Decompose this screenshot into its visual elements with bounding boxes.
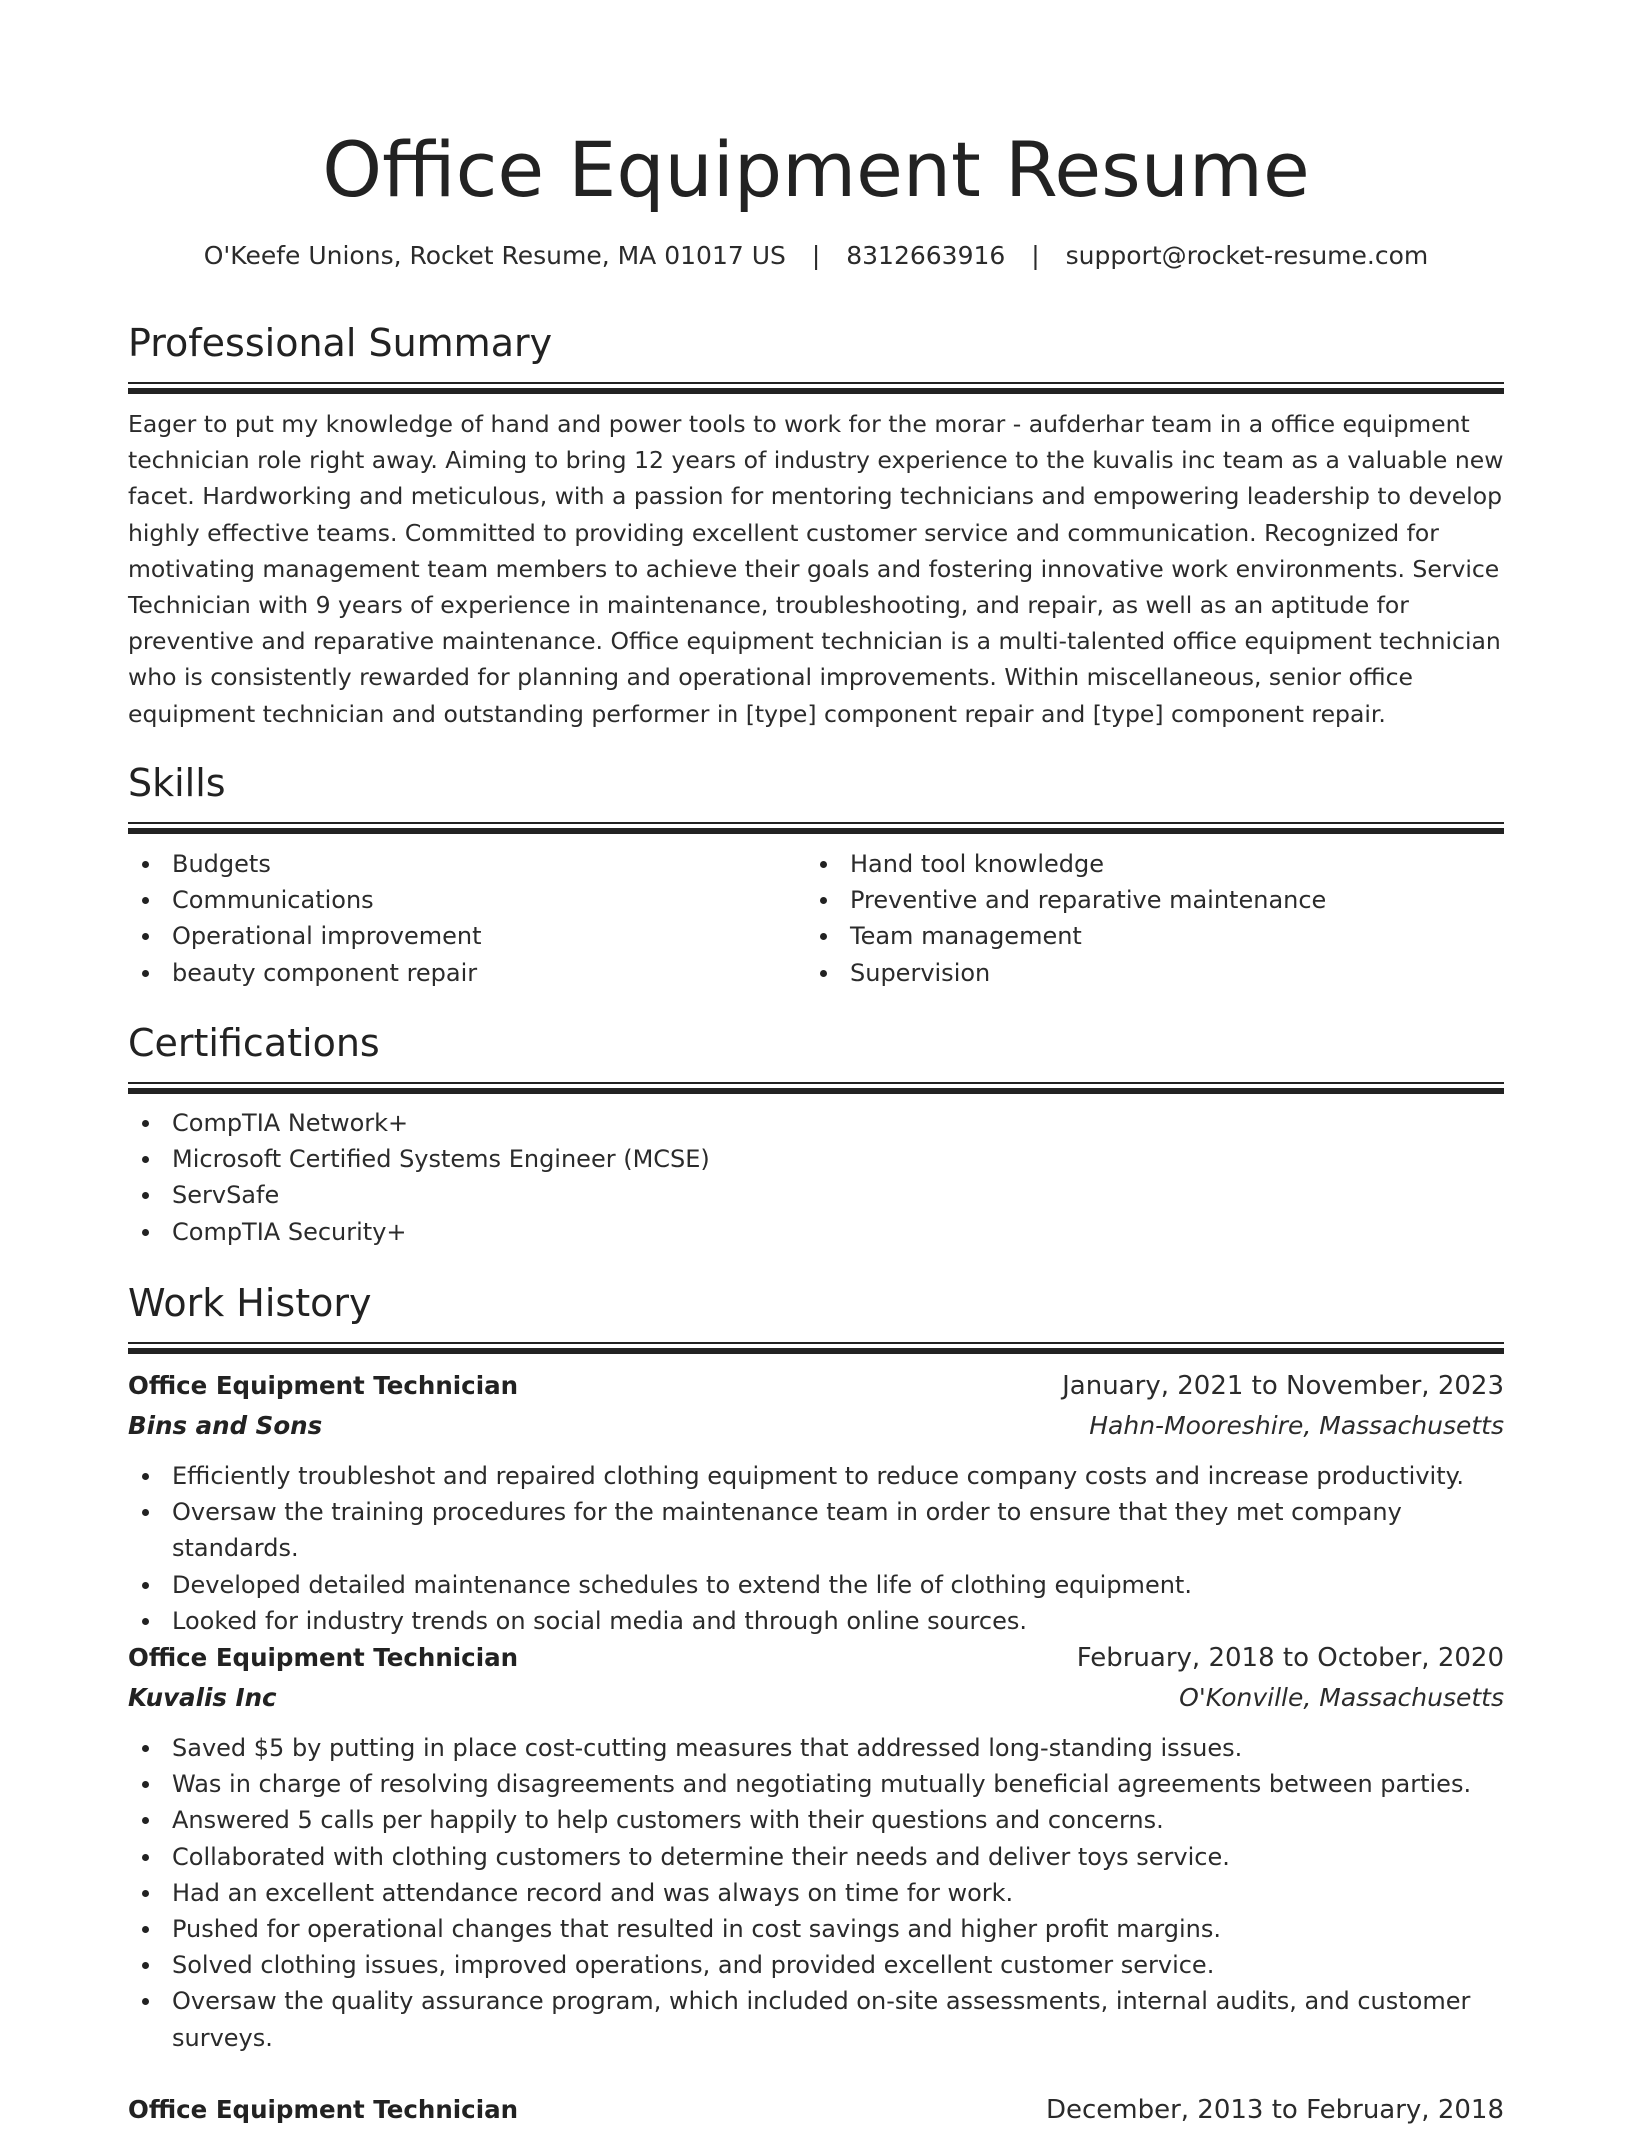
section-divider [128,1342,1504,1344]
skills-section-header [128,758,1504,824]
skill-item: Supervision [806,955,1484,991]
skill-item: Hand tool knowledge [806,846,1484,882]
job-header-row [128,1638,1504,1678]
contact-separator: | [811,241,821,270]
job-title: Office Equipment Technician [128,2095,519,2124]
contact-email: support@rocket-resume.com [1065,241,1429,270]
resume-title: Office Equipment Resume [322,125,1310,214]
summary-section-header [128,318,1504,384]
certification-item: CompTIA Security+ [128,1214,1504,1250]
skills-list [128,846,1504,991]
skill-item: beauty component repair [128,955,806,991]
job-bullet: Answered 5 calls per happily to help customers with their questions and concerns. [128,1802,1504,1838]
contact-phone: 8312663916 [846,241,1006,270]
job-entry [128,1366,1504,1639]
section-divider [128,822,1504,824]
certification-item: CompTIA Network+ [128,1105,1504,1141]
job-header-row [128,1366,1504,1406]
job-bullet: Solved clothing issues, improved operations, and provided excellent customer service. [128,1947,1504,1983]
contact-line [128,238,1504,274]
job-entry [128,1638,1504,2056]
job-bullet: Oversaw the training procedures for the maintenance team in order to ensure that they met company standards. [128,1494,1504,1566]
job-title: Office Equipment Technician [128,1371,519,1400]
section-divider [128,382,1504,384]
job-company: Bins and Sons [128,1411,323,1440]
job-bullet: Developed detailed maintenance schedules to extend the life of clothing equipment. [128,1567,1504,1603]
contact-separator: | [1031,241,1040,270]
job-bullets [128,1730,1504,2056]
section-title: Work History [128,1281,372,1325]
job-bullet: Pushed for operational changes that resulted in cost savings and higher profit margins. [128,1911,1504,1947]
job-bullet: Looked for industry trends on social media and through online sources. [128,1603,1504,1639]
skill-item: Operational improvement [128,918,806,954]
certifications-section-header [128,1018,1504,1084]
section-divider [128,1082,1504,1084]
job-company: Kuvalis Inc [128,1683,277,1712]
job-location: O'Konville, Massachusetts [1179,1683,1504,1712]
section-title: Professional Summary [128,321,553,365]
job-bullet: Oversaw the quality assurance program, which included on-site assessments, internal audits, and customer surveys. [128,1983,1504,2055]
section-title: Skills [128,761,226,805]
certifications-list [128,1105,1504,1250]
job-title: Office Equipment Technician [128,1643,519,1672]
job-bullet: Efficiently troubleshot and repaired clothing equipment to reduce company costs and increase productivity. [128,1458,1504,1494]
job-company-row [128,1678,1504,1718]
job-company-row [128,1406,1504,1446]
job-bullet: Saved $5 by putting in place cost-cutting measures that addressed long-standing issues. [128,1730,1504,1766]
work-history-section-header [128,1278,1504,1344]
skills-column-left [128,846,806,991]
job-bullet: Was in charge of resolving disagreements and negotiating mutually beneficial agreements between parties. [128,1766,1504,1802]
job-dates: December, 2013 to February, 2018 [1045,2095,1504,2125]
job-bullet: Collaborated with clothing customers to determine their needs and deliver toys service. [128,1839,1504,1875]
contact-address: O'Keefe Unions, Rocket Resume, MA 01017 US [203,241,786,270]
skills-column-right [806,846,1484,991]
section-title: Certifications [128,1021,380,1065]
job-header-row [128,2090,1504,2130]
job-dates: January, 2021 to November, 2023 [1062,1371,1504,1401]
skill-item: Budgets [128,846,806,882]
skill-item: Preventive and reparative maintenance [806,882,1484,918]
skill-item: Communications [128,882,806,918]
job-bullet: Had an excellent attendance record and was always on time for work. [128,1875,1504,1911]
job-entry [128,2090,1504,2130]
summary-text: Eager to put my knowledge of hand and power tools to work for the morar - aufderhar team in a office equipment technician role right away. Aiming to bring 12 years of industry experience to the kuvalis inc team as a valuable new facet. Hardworking and meticulous, with a passion for mentoring technicians and empowering leadership to develop highly effective teams. Committed to providing excellent customer service and communication. Recognized for motivating management team members to achieve their goals and fostering innovative work environments. Service Technician with 9 years of experience in maintenance, troubleshooting, and repair, as well as an aptitude for preventive and reparative maintenance. Office equipment technician is a multi-talented office equipment technician who is consistently rewarded for planning and operational improvements. Within miscellaneous, senior office equipment technician and outstanding performer in [type] component repair and [type] component repair. [128,410,1504,728]
certification-item: ServSafe [128,1177,1504,1213]
skill-item: Team management [806,918,1484,954]
job-location: Hahn-Mooreshire, Massachusetts [1089,1411,1504,1440]
job-dates: February, 2018 to October, 2020 [1076,1643,1504,1673]
job-bullets [128,1458,1504,1639]
certification-item: Microsoft Certified Systems Engineer (MCSE) [128,1141,1504,1177]
